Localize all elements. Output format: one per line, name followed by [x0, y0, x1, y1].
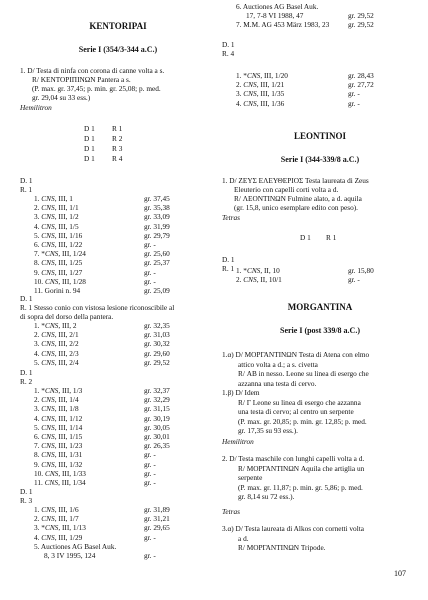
desc-line: 2. D/ Testa maschile con lunghi capelli volta a d.: [222, 454, 365, 463]
specimen-entry: 9. CNS, III, 1/32: [34, 459, 83, 469]
desc-line: 1.α) D/ ΜΟΡΓΑΝΤΙΝΩΝ Testa di Atena con elmo: [222, 350, 370, 359]
desc-line: gr. 29,04 su 33 ess.): [32, 93, 91, 102]
specimen-entry: 7. *CNS, III, 1/24: [34, 249, 86, 259]
die-r: R 3: [112, 144, 123, 153]
specimen-entry: 8, 3 IV 1995, 124: [44, 551, 96, 560]
desc-line: gr. 8,14 su 72 ess.).: [238, 492, 295, 501]
specimen-weight: gr. -: [144, 532, 156, 542]
desc-line: R/ Γ Leone su linea di esergo che azzanna: [238, 397, 361, 407]
serie-heading: Serie I (354/3-344 a.C.): [78, 45, 158, 54]
die-d: D 1: [84, 144, 95, 153]
die-note: di sopra del dorso della pantera.: [20, 312, 114, 321]
specimen-entry: 5. Auctiones AG Basel Auk.: [34, 541, 117, 551]
desc-line: (P. max. gr. 20,85; p. min. gr. 12,85; p. med.: [238, 416, 367, 426]
denomination: Tetras: [222, 507, 240, 516]
specimen-entry: 2. CNS, II, 10/1: [236, 275, 282, 285]
specimen-entry: 8. CNS, III, 1/25: [34, 258, 83, 268]
die-d: D 1: [84, 154, 95, 163]
desc-line: 1.β) D/ Idem: [222, 388, 260, 397]
denomination: Hemilitron: [222, 437, 254, 446]
heading-kentoripai: KENTORIPAI: [89, 21, 147, 31]
specimen-weight: gr. 32,37: [144, 386, 170, 395]
specimen-entry: 4. CNS, III, 1/29: [34, 532, 83, 542]
specimen-entry: 17, 7-8 VI 1988, 47: [246, 11, 304, 21]
specimen-weight: gr. 31,99: [144, 221, 170, 231]
desc-line: Eleuterio con capelli corti volta a d.: [234, 185, 339, 194]
serie-heading: Serie I (344-339/8 a.C.): [280, 155, 360, 164]
specimen-weight: gr. 32,35: [144, 321, 170, 330]
die-label: R. 1: [20, 185, 33, 194]
specimen-weight: gr. 15,80: [348, 266, 374, 275]
denomination: Hemilitron: [20, 103, 52, 112]
specimen-weight: gr. 29,52: [348, 11, 374, 21]
page-number: 107: [394, 569, 406, 578]
die-label: D. 1: [20, 487, 33, 496]
specimen-entry: 10. CNS, III, 1/33: [34, 468, 86, 478]
specimen-weight: gr. 27,72: [348, 80, 374, 90]
desc-line: (P. max. gr. 37,45; p. min. gr. 25,08; p. med.: [32, 84, 161, 93]
specimen-weight: gr. 30,01: [144, 432, 170, 441]
specimen-entry: 11. CNS, III, 1/34: [34, 478, 86, 487]
specimen-weight: gr. -: [144, 468, 156, 478]
specimen-weight: gr. 28,43: [348, 71, 374, 80]
specimen-entry: 7. CNS, III, 1/23: [34, 441, 83, 451]
specimen-weight: gr. -: [348, 275, 360, 285]
specimen-entry: 1. *CNS, III, 1/3: [34, 386, 83, 395]
die-d: D 1: [84, 124, 95, 133]
die-d: D 1: [300, 233, 311, 242]
specimen-weight: gr. 31,21: [144, 514, 170, 524]
specimen-entry: 11. Gorini n. 94: [34, 286, 81, 295]
die-label: R. 1: [222, 264, 235, 273]
specimen-entry: 5. CNS, III, 2/4: [34, 357, 79, 367]
desc-line: una testa di cervo; al centro un serpente: [238, 407, 354, 416]
specimen-weight: gr. -: [348, 98, 360, 108]
specimen-entry: 2. CNS, III, 1/4: [34, 395, 79, 405]
desc-line: R/ ΜΟΡΓΑΝΤΙΝΩΝ Tripode.: [238, 543, 326, 552]
specimen-entry: 1. *CNS, III, 1/20: [236, 71, 288, 80]
specimen-entry: 1. *CNS, II, 10: [236, 266, 280, 275]
die-label: R. 4: [222, 49, 235, 58]
specimen-weight: gr. 31,15: [144, 404, 170, 414]
desc-line: azzanna una testa di cervo.: [238, 378, 317, 388]
die-note: R. 1 Stesso conio con vistosa lesione riconoscibile al: [20, 303, 175, 312]
specimen-weight: gr. 29,60: [144, 348, 170, 358]
specimen-entry: 10. CNS, III, 1/28: [34, 276, 86, 286]
specimen-weight: gr. 30,32: [144, 339, 170, 349]
die-d: D 1: [84, 134, 95, 143]
specimen-weight: gr. 29,52: [144, 357, 170, 367]
desc-line: 1. D/ Testa di ninfa con corona di canne volta a s.: [20, 66, 165, 75]
specimen-weight: gr. -: [144, 267, 156, 277]
specimen-weight: gr. -: [144, 240, 156, 249]
specimen-weight: gr. -: [144, 450, 156, 460]
specimen-weight: gr. -: [144, 276, 156, 286]
specimen-weight: gr. 29,79: [144, 230, 170, 240]
desc-line: a d.: [238, 533, 249, 543]
die-r: R 1: [326, 233, 337, 242]
specimen-weight: gr. 29,52: [348, 20, 374, 30]
specimen-weight: gr. 30,19: [144, 413, 170, 423]
specimen-weight: gr. 30,05: [144, 422, 170, 432]
heading-morgantina: MORGANTINA: [287, 302, 353, 312]
specimen-entry: 2. CNS, III, 2/1: [34, 330, 79, 340]
specimen-entry: 1. CNS, III, 1: [34, 194, 73, 203]
specimen-entry: 4. CNS, III, 1/5: [34, 221, 79, 231]
specimen-entry: 3. CNS, III, 1/35: [236, 89, 285, 99]
die-label: D. 1: [20, 176, 33, 185]
specimen-weight: gr. 25,60: [144, 249, 170, 259]
specimen-entry: 9. CNS, III, 1/27: [34, 267, 83, 277]
specimen-weight: gr. 35,38: [144, 203, 170, 213]
specimen-entry: 4. CNS, III, 1/36: [236, 98, 285, 108]
specimen-weight: gr. 31,03: [144, 330, 170, 340]
die-label: D. 1: [20, 368, 33, 377]
die-r: R 1: [112, 124, 123, 133]
specimen-weight: gr. -: [144, 478, 156, 487]
specimen-entry: 3. CNS, III, 2/2: [34, 339, 79, 349]
die-r: R 4: [112, 154, 123, 163]
specimen-weight: gr. 25,37: [144, 258, 170, 268]
specimen-entry: 3. CNS, III, 1/2: [34, 212, 79, 222]
die-label: R. 2: [20, 377, 33, 386]
specimen-weight: gr. 37,45: [144, 194, 170, 203]
serie-heading: Serie I (post 339/8 a.C.): [280, 326, 360, 335]
specimen-entry: 4. CNS, III, 2/3: [34, 348, 79, 358]
specimen-entry: 2. CNS, III, 1/21: [236, 80, 285, 90]
heading-leontinoi: LEONTINOI: [293, 131, 346, 141]
specimen-entry: 6. Auctiones AG Basel Auk.: [236, 2, 319, 11]
specimen-entry: 7. M.M. AG 453 März 1983, 23: [236, 20, 330, 30]
specimen-entry: 2. CNS, III, 1/1: [34, 203, 79, 213]
specimen-weight: gr. -: [144, 459, 156, 469]
specimen-entry: 1. *CNS, III, 2: [34, 321, 77, 330]
desc-line: R/ ΑΒ in nesso. Leone su linea di esergo che: [238, 369, 369, 378]
specimen-entry: 6. CNS, III, 1/15: [34, 432, 83, 441]
desc-line: R/ ΚΕΝΤΟΡΙΠΙΝΩΝ Pantera a s.: [32, 75, 131, 84]
desc-line: attico volta a d.; a s. civetta: [238, 359, 318, 369]
specimen-entry: 3. CNS, III, 1/8: [34, 404, 79, 414]
desc-line: gr. 17,35 su 93 ess.).: [238, 426, 298, 435]
desc-line: (gr. 15,8, unico esemplare edito con peso).: [234, 203, 359, 212]
specimen-weight: gr. -: [144, 551, 156, 560]
specimen-weight: gr. 26,35: [144, 441, 170, 451]
desc-line: 3.α) D/ Testa laureata di Alkos con cornetti volta: [222, 524, 364, 533]
specimen-weight: gr. 31,89: [144, 505, 170, 514]
die-label: D. 1: [222, 40, 235, 49]
specimen-weight: gr. 25,09: [144, 286, 170, 295]
desc-line: serpente: [238, 473, 263, 482]
specimen-entry: 6. CNS, III, 1/22: [34, 240, 83, 249]
specimen-entry: 1. CNS, III, 1/6: [34, 505, 79, 514]
specimen-weight: gr. 32,29: [144, 395, 170, 405]
die-label: R. 3: [20, 496, 33, 505]
die-label: D. 1: [222, 255, 235, 264]
specimen-entry: 5. CNS, III, 1/16: [34, 230, 83, 240]
specimen-entry: 5. CNS, III, 1/14: [34, 422, 83, 432]
die-r: R 2: [112, 134, 123, 143]
specimen-weight: gr. -: [348, 89, 360, 99]
specimen-weight: gr. 33,09: [144, 212, 170, 222]
specimen-entry: 8. CNS, III, 1/31: [34, 450, 83, 460]
specimen-entry: 2. CNS, III, 1/7: [34, 514, 79, 524]
die-label: D. 1: [20, 294, 33, 303]
desc-line: R/ ΜΟΡΓΑΝΤΙΝΩΝ Aquila che artiglia un: [238, 463, 365, 473]
desc-line: R/ ΛΕΟΝΤΙΝΩΝ Fulmine alato, a d. aquila: [234, 194, 362, 203]
desc-line: 1. D/ ΖΕΥΣ ΕΛΕΥΘΕΡΙΟΣ Testa laureata di Zeus: [222, 176, 369, 185]
specimen-entry: 3. *CNS, III, 1/13: [34, 523, 86, 533]
specimen-weight: gr. 29,65: [144, 523, 170, 533]
specimen-entry: 4. CNS, III, 1/12: [34, 413, 83, 423]
desc-line: (P. max. gr. 11,87; p. min. gr. 5,86; p. med.: [238, 482, 363, 492]
denomination: Tetras: [222, 213, 240, 222]
